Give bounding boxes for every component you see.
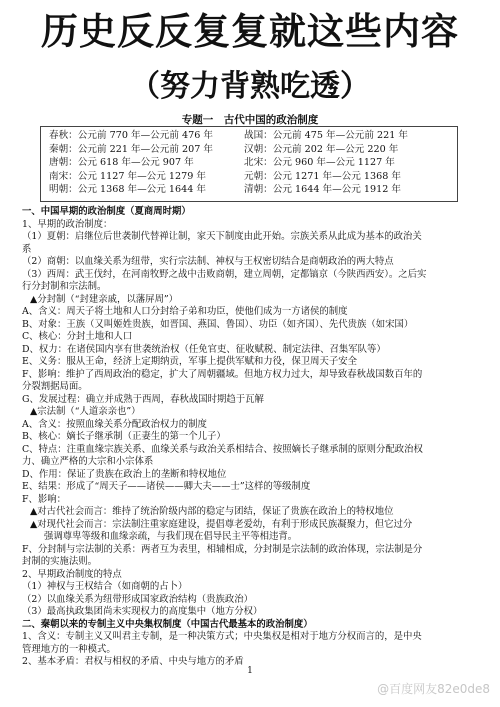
dynasty-entry: 秦朝：公元前 221 年—公元前 207 年 (49, 143, 213, 155)
text-line: 封制的实施法则。 (22, 556, 98, 567)
text-line: 一、中国早期的政治制度（夏商周时期） (22, 206, 191, 217)
page-title: 历史反反复复就这些内容 (41, 10, 459, 53)
text-line: 系 (22, 243, 32, 255)
text-line: F、分封制与宗法制的关系：两者互为表里，相辅相成，分封制是宗法制的政治体现，宗法制是分 (22, 543, 423, 555)
text-line: 强调尊卑等级和血缘亲疏，与我们现在倡导民主平等相违背。 (44, 531, 298, 542)
text-line: （2）以血缘关系为纽带形成国家政治结构（贵族政治） (22, 593, 253, 605)
section-title: 专题一 古代中国的政治制度 (181, 114, 319, 126)
text-line: ▲分封制（“封建亲戚，以藩屏周”） (30, 293, 179, 305)
dynasty-entry: 北宋：公元 960 年—公元 1127 年 (244, 157, 395, 169)
text-line: （3）最高执政集团尚未实现权力的高度集中（地方分权） (22, 606, 263, 617)
text-line: （3）西周：武王伐纣，在河南牧野之战中击败商朝，建立周朝，定都镐京（今陕西西安）。之后实 (22, 268, 427, 280)
text-line: A、含义：周天子将土地和人口分封给子弟和功臣，使他们成为一方诸侯的制度 (22, 306, 348, 317)
text-line: A、含义：按照血缘关系分配政治权力的制度 (22, 418, 207, 430)
text-line: E、义务：服从王命，经济上定期纳贡，军事上提供军赋和力役，保卫周天子安全 (22, 356, 357, 367)
dynasty-entry: 唐朝：公元 618 年—公元 907 年 (49, 157, 194, 169)
dynasty-entry: 南宋：公元 1127 年—公元 1279 年 (49, 170, 206, 182)
text-line: 行分封制和宗法制。 (22, 281, 107, 292)
dynasty-entry: 清朝：公元 1644 年—公元 1912 年 (244, 184, 401, 196)
dynasty-entry: 明朝：公元 1368 年—公元 1644 年 (49, 184, 206, 196)
text-line: B、对象：王族（又叫姬姓贵族，如晋国、燕国、鲁国）、功臣（如齐国）、先代贵族（如宋国） (22, 318, 414, 330)
text-line: ▲宗法制（“人道亲亲也”） (30, 406, 141, 417)
text-line: C、特点：注重血缘宗族关系、血缘关系与政治关系相结合、按照嫡长子继承制的原则分配政治权 (22, 443, 423, 455)
text-line: G、发展过程：确立并成熟于西周，春秋战国时期趋于瓦解 (22, 393, 264, 405)
text-line: F、影响： (22, 493, 67, 505)
text-line: 分裂割据局面。 (22, 381, 88, 392)
dynasty-entry: 元朝：公元 1271 年—公元 1368 年 (244, 170, 401, 182)
content-body (22, 206, 480, 669)
page-number: 1 (247, 666, 253, 676)
text-line: （1）夏朝：启继位后世袭制代替禅让制，家天下制度由此开始。宗族关系从此成为基本的政治关 (22, 231, 422, 242)
text-line: E、结果：形成了“周天子——诸侯——卿大夫——士”这样的等级制度 (22, 481, 311, 492)
text-line: 力、确立严格的大宗和小宗体系 (22, 456, 154, 467)
dynasty-timeline-box (40, 126, 458, 202)
text-line: （2）商朝：以血缘关系为纽带，实行宗法制、神权与王权密切结合是商朝政治的两大特点 (22, 256, 394, 267)
page-subtitle: （努力背熟吃透） (130, 69, 370, 104)
text-line: ▲对古代社会而言：维持了统治阶级内部的稳定与团结，保证了贵族在政治上的特权地位 (30, 506, 394, 517)
text-line: 二、秦朝以来的专制主义中央集权制度（中国古代最基本的政治制度） (22, 618, 313, 630)
text-line: ▲对现代社会而言：宗法制注重家庭建设，提倡尊老爱幼，有利于形成民族凝聚力，但它过分 (30, 518, 413, 530)
text-line: 管理地方的一种模式。 (22, 643, 116, 655)
text-line: 2、早期政治制度的特点 (22, 568, 122, 580)
text-line: B、核心：嫡长子继承制（正妻生的第一个儿子） (22, 431, 226, 442)
dynasty-entry: 战国：公元前 475 年—公元前 221 年 (244, 130, 408, 141)
text-line: D、权力：在诸侯国内享有世袭统治权（任免官吏、征收赋税、制定法律、召集军队等） (22, 343, 386, 355)
text-line: D、作用：保证了贵族在政治上的垄断和特权地位 (22, 468, 227, 480)
text-line: 1、含义：专制主义又叫君主专制，是一种决策方式；中央集权是相对于地方分权而言的，是中央 (22, 631, 422, 642)
text-line: 1、早期的政治制度： (22, 218, 113, 230)
dynasty-entry: 汉朝：公元前 202 年—公元 220 年 (244, 143, 399, 155)
text-line: F、影响：维护了西周政治的稳定，扩大了周朝疆域。但地方权力过大，却导致春秋战国数百年的 (22, 368, 423, 380)
text-line: 2、基本矛盾：君权与相权的矛盾、中央与地方的矛盾 (22, 656, 244, 667)
watermark: @百度网友82e0de8 (377, 682, 490, 696)
text-line: （1）神权与王权结合（如商朝的占卜） (22, 581, 188, 592)
text-line: C、核心：分封土地和人口 (22, 331, 133, 342)
dynasty-entry: 春秋：公元前 770 年—公元前 476 年 (49, 130, 213, 141)
